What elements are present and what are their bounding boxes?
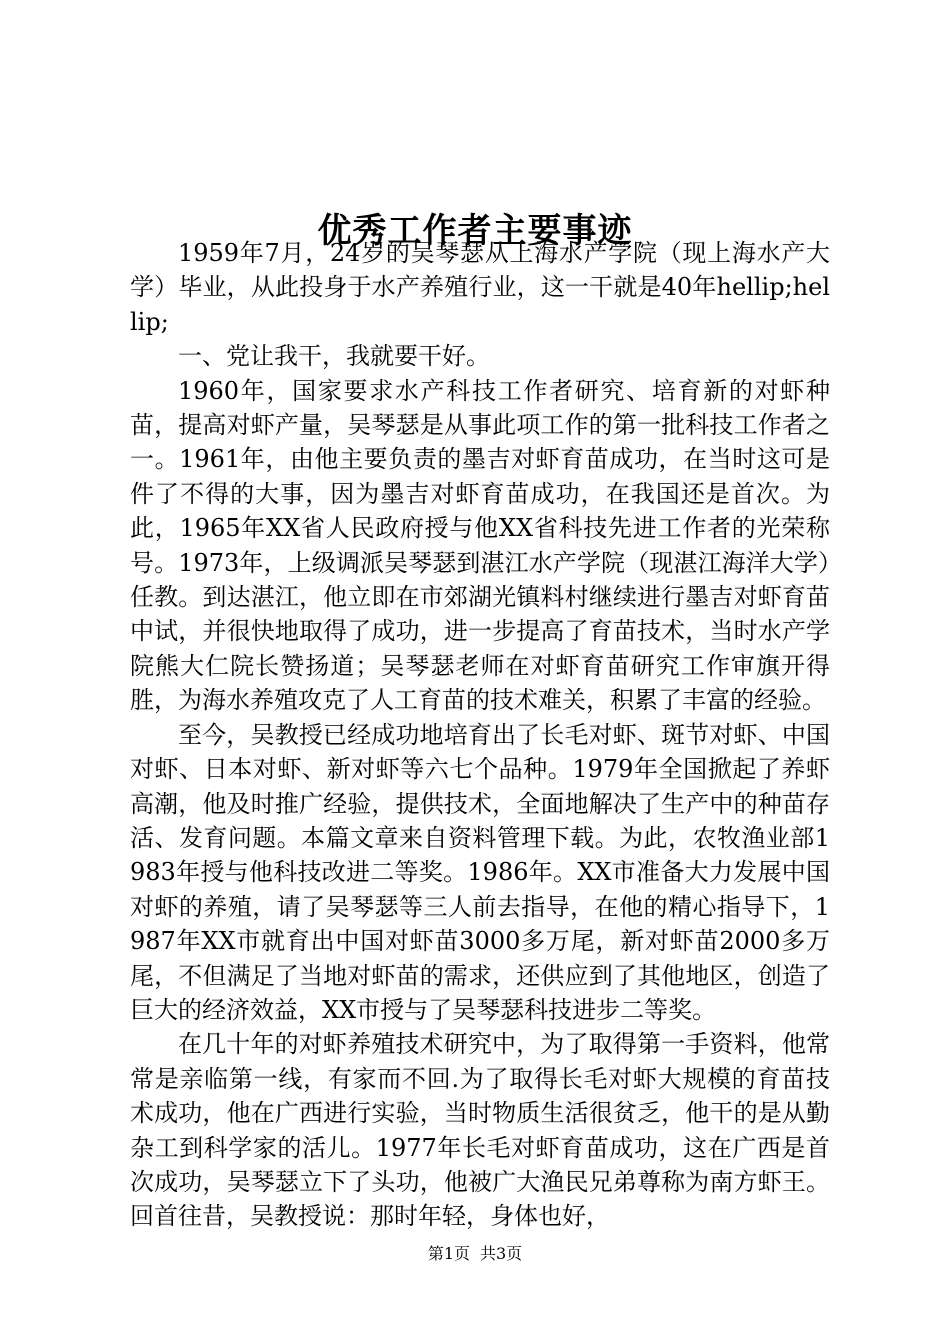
paragraph-intro: 1959年7月，24岁的吴琴瑟从上海水产学院（现上海水产大学）毕业，从此投身于水产养殖行业，这一干就是40年hellip;hellip;: [130, 239, 830, 336]
paragraph-1960: 1960年，国家要求水产科技工作者研究、培育新的对虾种苗，提高对虾产量，吴琴瑟是从事此项工作的第一批科技工作者之一。1961年，由他主要负责的墨吉对虾育苗成功，在当时这可是件了不得的大事，因为墨吉对虾育苗成功，在我国还是首次。为此，1965年XX省人民政府授与他XX省科技先进工作者的光荣称号。1973年，上级调派吴琴瑟到湛江水产学院（现湛江海洋大学）任教。到达湛江，他立即在市郊湖光镇料村继续进行墨吉对虾育苗中试，并很快地取得了成功，进一步提高了育苗技术，当时水产学院熊大仁院长赞扬道；吴琴瑟老师在对虾育苗研究工作审旗开得胜，为海水养殖攻克了人工育苗的技术难关，积累了丰富的经验。: [130, 376, 830, 715]
section-heading: 一、党让我干，我就要干好。: [178, 342, 490, 371]
paragraph-field-research: 在几十年的对虾养殖技术研究中，为了取得第一手资料，他常常是亲临第一线，有家而不回.为了取得长毛对虾大规模的育苗技术成功，他在广西进行实验，当时物质生活很贫乏，他干的是从勤杂工到科学家的活儿。1977年长毛对虾育苗成功，这在广西是首次成功，吴琴瑟立下了头功，他被广大渔民兄弟尊称为南方虾王。回首往昔，吴教授说：那时年轻，身体也好，: [130, 1030, 830, 1231]
page-footer: [0, 1243, 950, 1265]
paragraph-achievements: 至今，吴教授已经成功地培育出了长毛对虾、斑节对虾、中国对虾、日本对虾、新对虾等六七个品种。1979年全国掀起了养虾高潮，他及时推广经验，提供技术，全面地解决了生产中的种苗存活、发育问题。本篇文章来自资料管理下载。为此，农牧渔业部1983年授与他科技改进二等奖。1986年。XX市准备大力发展中国对虾的养殖，请了吴琴瑟等三人前去指导，在他的精心指导下，1987年XX市就育出中国对虾苗3000多万尾，新对虾苗2000多万尾，不但满足了当地对虾苗的需求，还供应到了其他地区，创造了巨大的经济效益，XX市授与了吴琴瑟科技进步二等奖。: [130, 720, 830, 1024]
document-body: [130, 236, 830, 1234]
page-total: 共3页: [480, 1244, 523, 1263]
page-number: 第1页: [427, 1244, 470, 1263]
document-title: 优秀工作者主要事迹: [317, 210, 633, 251]
